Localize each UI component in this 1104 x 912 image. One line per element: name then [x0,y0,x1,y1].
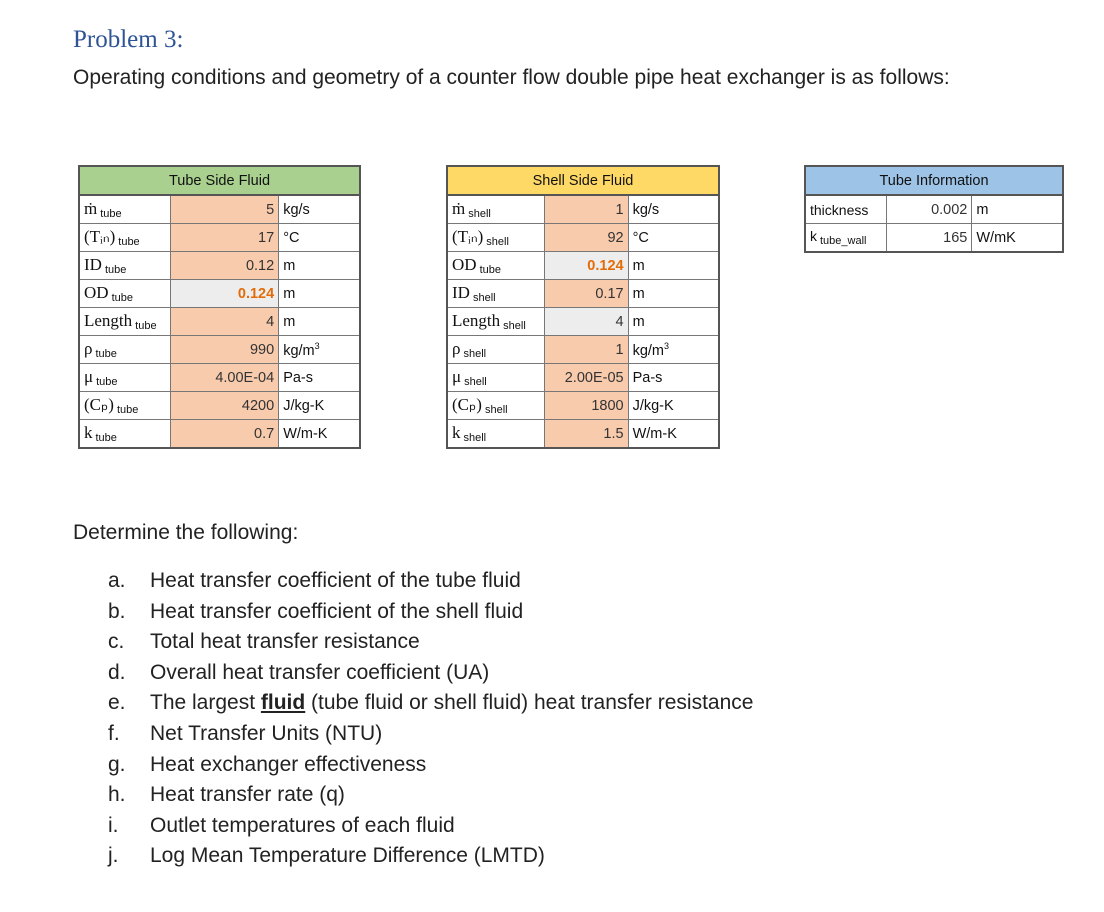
table-row [79,392,360,420]
table-row [79,280,360,308]
table-row [79,252,360,280]
table-row [447,336,719,364]
symbol: Length [84,311,133,330]
item-text-before: The largest [150,691,261,715]
subscript: tube [95,348,117,360]
value-cell: 4 [171,308,279,336]
table-row [805,195,1063,224]
subscript: shell [486,236,509,248]
item-letter: d. [108,660,126,684]
symbol: (Tᵢₙ) [84,227,116,246]
unit-cell: W/m-K [628,420,719,449]
item-text: Net Transfer Units (NTU) [150,721,383,745]
subscript: tube [135,320,157,332]
unit-exponent: 3 [664,340,670,351]
value-cell: 4.00E-04 [171,364,279,392]
table-row [447,308,719,336]
value-cell: 1800 [545,392,629,420]
value-cell: 0.7 [171,420,279,449]
table-row [447,252,719,280]
subscript: tube_wall [820,235,867,247]
symbol: Length [452,311,501,330]
symbol: ṁ [452,199,466,218]
item-text: Heat exchanger effectiveness [150,752,427,776]
value-cell: 0.124 [545,252,629,280]
unit-cell [279,336,360,364]
symbol: k [452,423,461,442]
value-cell: 92 [545,224,629,252]
unit-cell: J/kg-K [628,392,719,420]
item-letter: e. [108,691,126,715]
item-text: Heat transfer coefficient of the shell fluid [150,599,524,623]
unit-cell: J/kg-K [279,392,360,420]
item-text-after: (tube fluid or shell fluid) heat transfer resistance [305,691,754,715]
symbol: (Cₚ) [84,395,114,414]
list-item [108,658,753,689]
unit-cell: m [279,280,360,308]
subscript: tube [116,404,139,416]
table-row [447,364,719,392]
value-cell: 4 [545,308,629,336]
table-row [447,195,719,224]
item-text: Heat transfer rate (q) [150,783,345,807]
unit-cell: W/mK [972,224,1063,253]
intro-text: Operating conditions and geometry of a counter flow double pipe heat exchanger is as follows: [73,66,950,89]
item-letter: h. [108,783,126,807]
unit-exponent: 3 [314,340,320,351]
item-letter: c. [108,630,125,654]
subscript: shell [472,292,496,304]
label-cell: thickness [805,195,887,224]
table-row [447,280,719,308]
determine-heading: Determine the following: [73,521,299,544]
symbol: OD [452,255,477,274]
unit-text: kg/m [632,342,665,359]
value-cell: 1 [545,195,629,224]
tube-side-fluid-table [78,165,361,449]
value-cell: 1.5 [545,420,629,449]
item-text: Outlet temperatures of each fluid [150,813,455,837]
table-row [79,364,360,392]
table-row [447,420,719,449]
subscript: tube [111,292,133,304]
subscript: tube [100,208,122,220]
symbol: ṁ [84,199,98,218]
item-letter: a. [108,569,126,592]
symbol: (Cₚ) [452,395,482,414]
table-row [79,308,360,336]
list-item [108,750,753,781]
unit-cell: m [628,280,719,308]
item-text: Heat transfer coefficient of the tube fluid [150,569,521,592]
value-cell: 165 [887,224,972,253]
table-row [79,336,360,364]
list-item [108,688,753,719]
symbol: μ [452,367,462,386]
unit-cell: kg/s [279,195,360,224]
problem-title: Problem 3: [73,26,184,53]
list-item [108,719,753,750]
value-cell: 0.12 [171,252,279,280]
subscript: shell [468,208,491,220]
list-item [108,841,753,872]
tube-information-table [804,165,1064,253]
unit-cell [628,336,719,364]
value-cell: 4200 [171,392,279,420]
item-text: Log Mean Temperature Difference (LMTD) [150,844,545,868]
symbol: ρ [452,339,461,358]
task-list [108,566,753,872]
table-row [79,224,360,252]
unit-cell: m [628,252,719,280]
list-item [108,811,753,842]
symbol: k [84,423,93,442]
item-letter: j. [108,844,119,868]
value-cell: 2.00E-05 [545,364,629,392]
unit-text: kg/m [283,342,315,359]
unit-cell: °C [628,224,719,252]
shell-side-fluid-table [446,165,720,449]
subscript: shell [464,376,487,388]
list-item [108,597,753,628]
subscript: tube [479,264,501,276]
table-row [79,420,360,449]
table-header: Shell Side Fluid [447,166,719,195]
value-cell: 0.002 [887,195,972,224]
item-text: Overall heat transfer coefficient (UA) [150,660,490,684]
subscript: tube [104,264,127,276]
table-row [79,195,360,224]
table-row [447,224,719,252]
symbol: μ [84,367,94,386]
subscript: tube [118,236,140,248]
item-letter: f. [108,721,120,745]
unit-cell: °C [279,224,360,252]
subscript: shell [463,432,487,444]
unit-cell: m [279,308,360,336]
unit-cell: m [972,195,1063,224]
item-letter: g. [108,752,126,776]
table-row [447,392,719,420]
unit-cell: m [279,252,360,280]
value-cell: 1 [545,336,629,364]
value-cell: 990 [171,336,279,364]
unit-cell: W/m-K [279,420,360,449]
table-row [805,224,1063,253]
unit-cell: Pa-s [628,364,719,392]
symbol: ID [84,255,102,274]
subscript: tube [95,432,117,444]
value-cell: 0.17 [545,280,629,308]
symbol: ID [452,283,470,302]
value-cell: 5 [171,195,279,224]
item-letter: b. [108,599,126,623]
subscript: shell [484,404,508,416]
unit-cell: m [628,308,719,336]
item-text: Total heat transfer resistance [150,630,420,654]
unit-cell: Pa-s [279,364,360,392]
symbol: OD [84,283,109,302]
subscript: shell [463,348,487,360]
item-letter: i. [108,813,119,837]
item-text-emphasis: fluid [260,691,306,715]
symbol: k [810,228,817,244]
item-text [150,688,753,719]
unit-cell: kg/s [628,195,719,224]
value-cell: 17 [171,224,279,252]
subscript: shell [503,320,526,332]
list-item [108,780,753,811]
list-item [108,566,753,597]
list-item [108,627,753,658]
table-header: Tube Information [805,166,1063,195]
symbol: (Tᵢₙ) [452,227,484,246]
table-header: Tube Side Fluid [79,166,360,195]
value-cell: 0.124 [171,280,279,308]
symbol: ρ [84,339,93,358]
subscript: tube [96,376,118,388]
